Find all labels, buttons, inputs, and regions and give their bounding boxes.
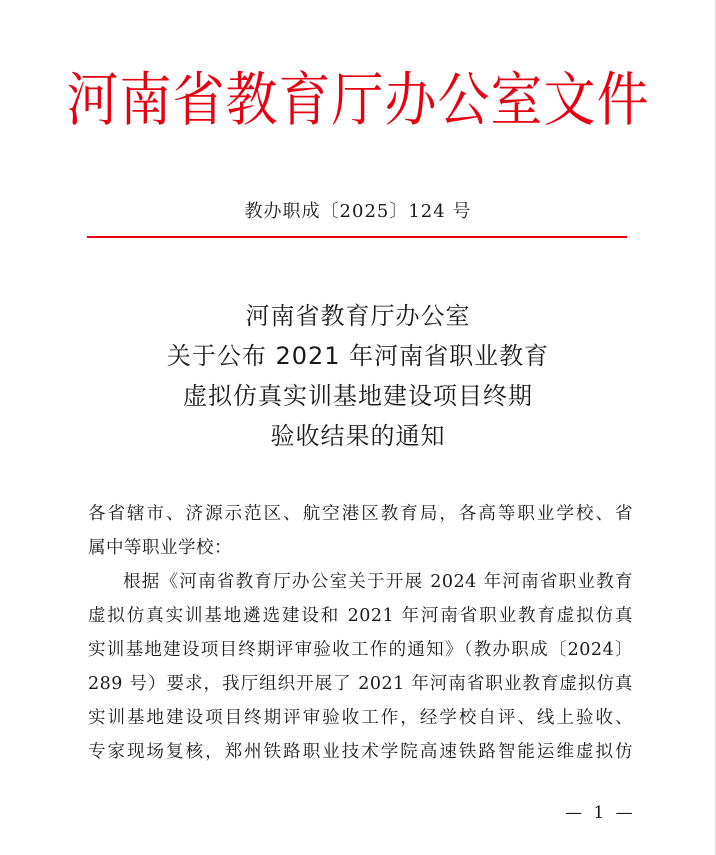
title-line: 河南省教育厅办公室 bbox=[245, 302, 471, 330]
title-line: 虚拟仿真实训基地建设项目终期 bbox=[183, 382, 533, 410]
issuing-office-header: 河南省教育厅办公室文件 bbox=[66, 67, 650, 135]
addressee-line: 属中等职业学校： bbox=[88, 538, 232, 558]
document-number: 教办职成〔2025〕124 号 bbox=[244, 201, 472, 222]
page-number: — 1 — bbox=[565, 803, 636, 823]
body-line: 根据《河南省教育厅办公室关于开展 2024 年河南省职业教育 bbox=[123, 572, 633, 592]
title-line: 验收结果的通知 bbox=[270, 422, 446, 450]
body-line: 289 号）要求，我厅组织开展了 2021 年河南省职业教育虚拟仿真 bbox=[88, 674, 633, 694]
addressee-line: 各省辖市、济源示范区、航空港区教育局，各高等职业学校、省 bbox=[88, 504, 633, 524]
body-line: 专家现场复核，郑州铁路职业技术学院高速铁路智能运维虚拟仿 bbox=[88, 742, 633, 762]
document-title bbox=[0, 296, 716, 456]
red-separator-line bbox=[87, 236, 627, 238]
body-line: 实训基地建设项目终期评审验收工作，经学校自评、线上验收、 bbox=[88, 708, 633, 728]
body-line: 实训基地建设项目终期评审验收工作的通知》（教办职成〔2024〕 bbox=[88, 640, 633, 660]
document-body bbox=[88, 497, 633, 769]
title-line: 关于公布 2021 年河南省职业教育 bbox=[166, 342, 550, 370]
body-line: 虚拟仿真实训基地遴选建设和 2021 年河南省职业教育虚拟仿真 bbox=[88, 606, 633, 626]
